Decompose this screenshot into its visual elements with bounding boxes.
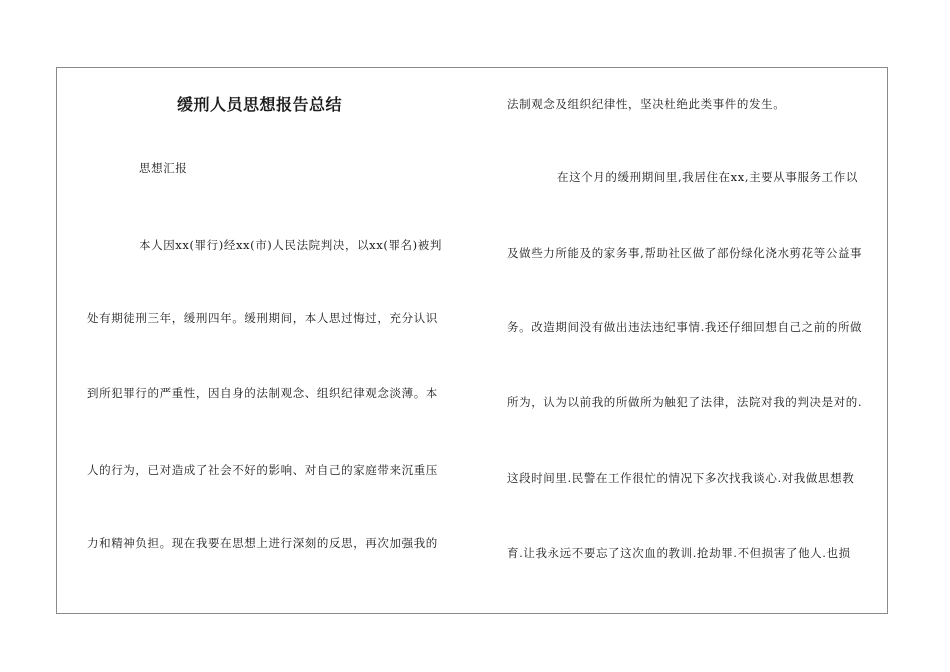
paragraph-line: 在这个月的缓刑期间里,我居住在xx,主要从事服务工作以	[557, 170, 858, 184]
paragraph-line: 及做些力所能及的家务事,帮助社区做了部份绿化浇水剪花等公益事	[507, 246, 863, 260]
paragraph-line: 处有期徒刑三年，缓刑四年。缓刑期间，本人思过悔过，充分认识	[87, 311, 438, 325]
paragraph-line: 到所犯罪行的严重性，因自身的法制观念、组织纪律观念淡薄。本	[87, 386, 438, 400]
paragraph-line: 这段时间里.民警在工作很忙的情况下多次找我谈心.对我做思想教	[507, 471, 855, 485]
paragraph-line: 人的行为，已对造成了社会不好的影响、对自己的家庭带来沉重压	[87, 463, 438, 477]
paragraph-line: 法制观念及组织纪律性，坚决杜绝此类事件的发生。	[507, 97, 786, 111]
right-column	[507, 68, 887, 613]
paragraph-line: 力和精神负担。现在我要在思想上进行深刻的反思，再次加强我的	[87, 536, 438, 550]
document-title: 缓刑人员思想报告总结	[177, 95, 343, 114]
paragraph-line: 本人因xx(罪行)经xx(市)人民法院判决，以xx(罪名)被判	[139, 238, 442, 252]
paragraph-line: 务。改造期间没有做出违法违纪事情.我还仔细回想自己之前的所做	[507, 320, 863, 334]
document-page	[56, 67, 888, 614]
left-column	[87, 68, 467, 613]
heading-thought-report: 思想汇报	[139, 161, 188, 175]
paragraph-line: 所为，认为以前我的所做所为触犯了法律，法院对我的判决是对的.	[507, 395, 863, 409]
paragraph-line: 育.让我永远不要忘了这次血的教训.抢劫罪.不但损害了他人.也损	[507, 546, 851, 560]
